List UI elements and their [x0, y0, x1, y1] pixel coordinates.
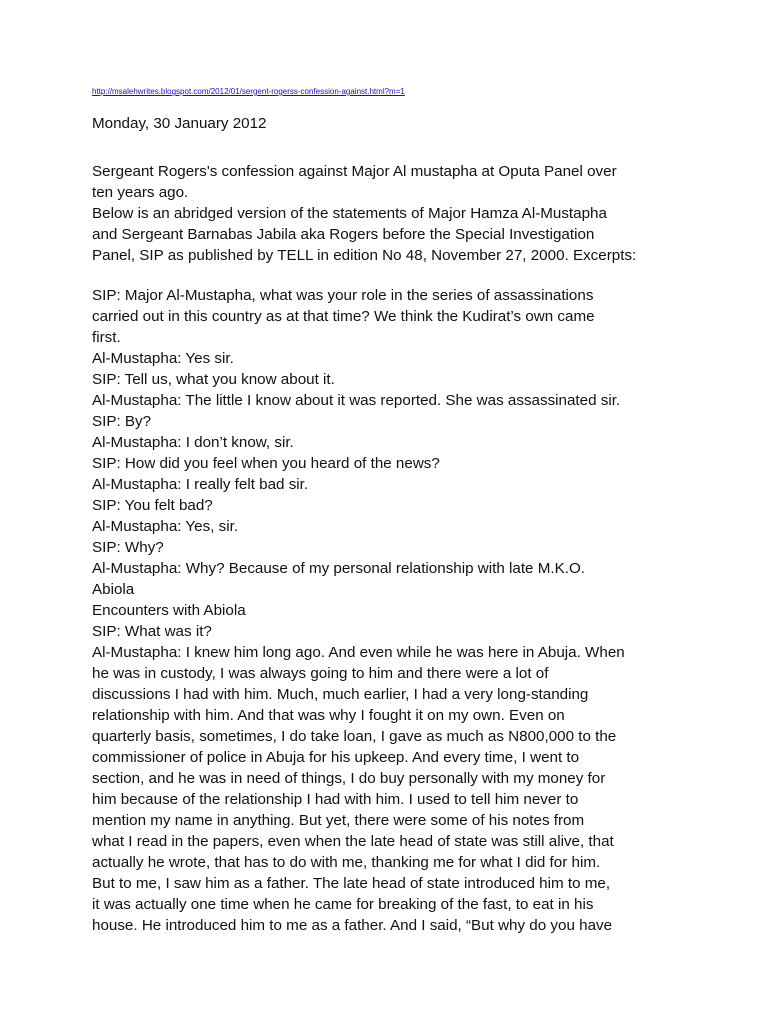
transcript-line: Al-Mustapha: The little I know about it was reported. She was assassinated sir.: [92, 392, 621, 409]
transcript-line: Al-Mustapha: Yes sir.: [92, 350, 234, 367]
transcript-line: Al-Mustapha: Yes, sir.: [92, 518, 239, 535]
source-url-link[interactable]: http://msalehwrites.blogspot.com/2012/01/sergent-rogerss-confession-against.html?m=1: [92, 87, 405, 96]
date-line: Monday, 30 January 2012: [92, 115, 267, 132]
transcript-line: him because of the relationship I had with him. I used to tell him never to: [92, 791, 579, 808]
transcript-line: it was actually one time when he came for breaking of the fast, to eat in his: [92, 896, 594, 913]
transcript-line: section, and he was in need of things, I do buy personally with my money for: [92, 770, 606, 787]
document-body: [92, 113, 684, 936]
transcript-line: SIP: You felt bad?: [92, 497, 213, 514]
transcript-line: relationship with him. And that was why I fought it on my own. Even on: [92, 707, 565, 724]
intro-paragraph: [92, 161, 684, 266]
transcript-line: house. He introduced him to me as a father. And I said, “But why do you have: [92, 917, 613, 934]
transcript-line: SIP: How did you feel when you heard of the news?: [92, 455, 440, 472]
intro-line: ten years ago.: [92, 184, 189, 201]
transcript-line: SIP: Tell us, what you know about it.: [92, 371, 335, 388]
transcript-line: actually he wrote, that has to do with me, thanking me for what I did for him.: [92, 854, 601, 871]
transcript-line: SIP: By?: [92, 413, 152, 430]
transcript-line: But to me, I saw him as a father. The late head of state introduced him to me,: [92, 875, 611, 892]
transcript-line: first.: [92, 329, 121, 346]
transcript-line: SIP: Major Al-Mustapha, what was your role in the series of assassinations: [92, 287, 594, 304]
intro-line: and Sergeant Barnabas Jabila aka Rogers before the Special Investigation: [92, 226, 595, 243]
intro-line: Panel, SIP as published by TELL in edition No 48, November 27, 2000. Excerpts:: [92, 247, 637, 264]
transcript-line: Al-Mustapha: I really felt bad sir.: [92, 476, 309, 493]
transcript-line: SIP: What was it?: [92, 623, 212, 640]
spacer: [92, 134, 684, 161]
intro-line: Below is an abridged version of the statements of Major Hamza Al-Mustapha: [92, 205, 607, 222]
transcript-line: quarterly basis, sometimes, I do take loan, I gave as much as N800,000 to the: [92, 728, 617, 745]
intro-line: Sergeant Rogers's confession against Major Al mustapha at Oputa Panel over: [92, 163, 617, 180]
section-heading: Encounters with Abiola: [92, 602, 246, 619]
transcript-line: Al-Mustapha: Why? Because of my personal relationship with late M.K.O.: [92, 560, 585, 577]
transcript-line: Al-Mustapha: I knew him long ago. And even while he was here in Abuja. When: [92, 644, 625, 661]
transcript-line: he was in custody, I was always going to him and there were a lot of: [92, 665, 549, 682]
transcript-line: discussions I had with him. Much, much earlier, I had a very long-standing: [92, 686, 589, 703]
transcript-line: mention my name in anything. But yet, there were some of his notes from: [92, 812, 585, 829]
transcript-line: commissioner of police in Abuja for his upkeep. And every time, I went to: [92, 749, 580, 766]
transcript: [92, 285, 684, 936]
spacer: [92, 266, 684, 285]
transcript-line: what I read in the papers, even when the late head of state was still alive, that: [92, 833, 614, 850]
transcript-line: carried out in this country as at that time? We think the Kudirat’s own came: [92, 308, 595, 325]
transcript-line: Al-Mustapha: I don’t know, sir.: [92, 434, 294, 451]
transcript-line: Abiola: [92, 581, 135, 598]
transcript-line: SIP: Why?: [92, 539, 164, 556]
